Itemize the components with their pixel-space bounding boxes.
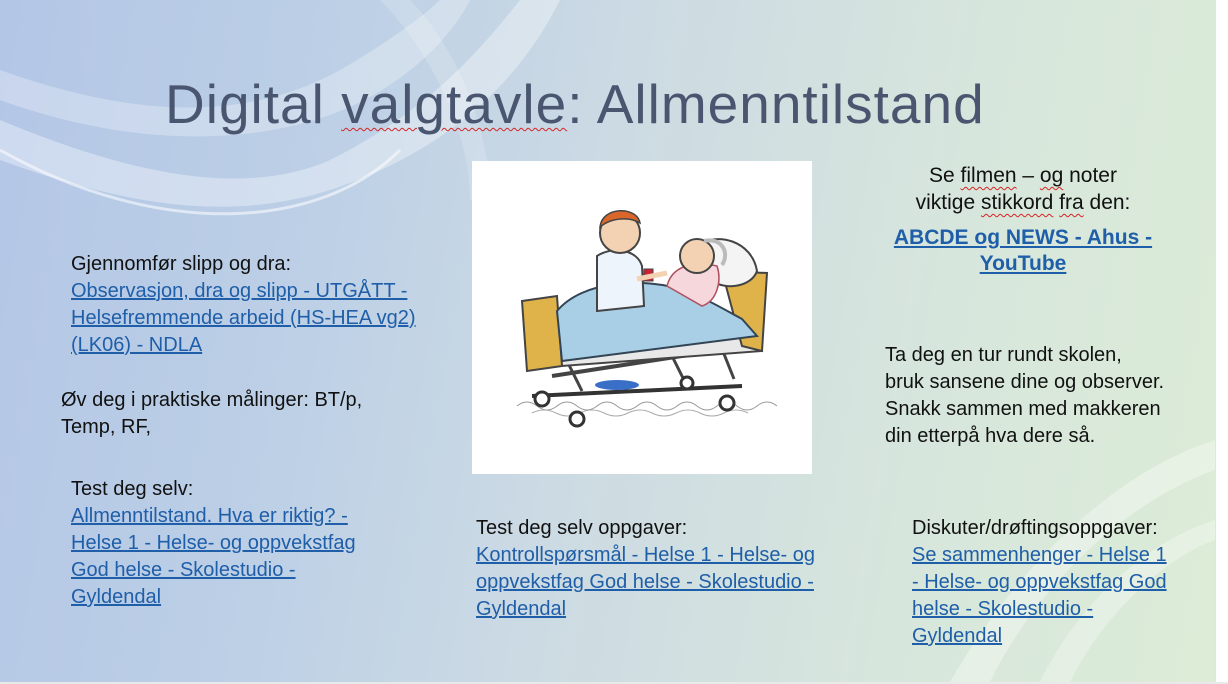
walk-line4: din etterpå hva dere så. [885,425,1096,447]
film-word-filmen: filmen [960,164,1017,187]
test-self-textbox [71,476,411,611]
allmenntilstand-link-line3[interactable]: God helse - Skolestudio - [71,559,296,581]
test-tasks-textbox [476,515,836,623]
sammenhenger-link-line4[interactable]: Gyldendal [912,625,1003,647]
observasjon-link-line3[interactable]: (LK06) - NDLA [71,334,203,356]
film-word-stikkord: stikkord [980,191,1054,214]
walk-line1: Ta deg en tur rundt skolen, [885,344,1122,366]
title-word-digital: Digital [165,73,325,135]
test-self-label: Test deg selv: [71,478,194,500]
film-word-og: og [1039,164,1064,187]
kontrollsporsmal-link-line3[interactable]: Gyldendal [476,598,567,620]
editor-canvas-edge [1215,0,1228,684]
discuss-textbox [912,515,1212,650]
allmenntilstand-link-line1[interactable]: Allmenntilstand. Hva er riktig? - [71,505,348,527]
walk-around-textbox [885,342,1205,450]
film-word-fra: fra [1059,191,1084,214]
allmenntilstand-link-line4[interactable]: Gyldendal [71,586,162,608]
film-word-den: den: [1083,191,1131,214]
kontrollsporsmal-link-line1[interactable]: Kontrollspørsmål - Helse 1 - Helse- og [476,544,815,566]
abcde-news-video-link-line2[interactable]: YouTube [979,252,1067,275]
film-instruction-textbox [868,162,1178,216]
practice-line2: Temp, RF, [61,416,152,438]
title-word-valgtavle: valgtavle [341,73,568,135]
abcde-news-video-link-line1[interactable]: ABCDE og NEWS - Ahus - [893,226,1153,249]
sammenhenger-link-line2[interactable]: - Helse- og oppvekstfag God [912,571,1167,593]
sammenhenger-link-line1[interactable]: Se sammenhenger - Helse 1 [912,544,1167,566]
sammenhenger-link-line3[interactable]: helse - Skolestudio - [912,598,1094,620]
walk-line2: bruk sansene dine og observer. [885,371,1165,393]
title-rest: : Allmenntilstand [567,73,985,135]
walk-line3: Snakk sammen med makkeren [885,398,1161,420]
nurse-patient-illustration[interactable] [472,161,812,474]
test-tasks-label: Test deg selv oppgaver: [476,517,688,539]
drag-drop-label: Gjennomfør slipp og dra: [71,253,292,275]
illustration-drawing [472,161,812,474]
discuss-label: Diskuter/drøftingsoppgaver: [912,517,1158,539]
practice-textbox [61,387,421,441]
film-word-se: Se [929,164,955,187]
film-word-viktige: viktige [915,191,976,214]
kontrollsporsmal-link-line2[interactable]: oppvekstfag God helse - Skolestudio - [476,571,814,593]
allmenntilstand-link-line2[interactable]: Helse 1 - Helse- og oppvekstfag [71,532,356,554]
video-link-textbox [868,225,1178,277]
practice-line1: Øv deg i praktiske målinger: BT/p, [61,389,363,411]
observasjon-link-line1[interactable]: Observasjon, dra og slipp - UTGÅTT - [71,280,408,302]
drag-drop-textbox [71,251,451,359]
film-dash: – [1016,164,1040,187]
observasjon-link-line2[interactable]: Helsefremmende arbeid (HS-HEA vg2) [71,307,416,329]
slide-title [165,72,985,136]
film-word-noter: noter [1063,164,1117,187]
